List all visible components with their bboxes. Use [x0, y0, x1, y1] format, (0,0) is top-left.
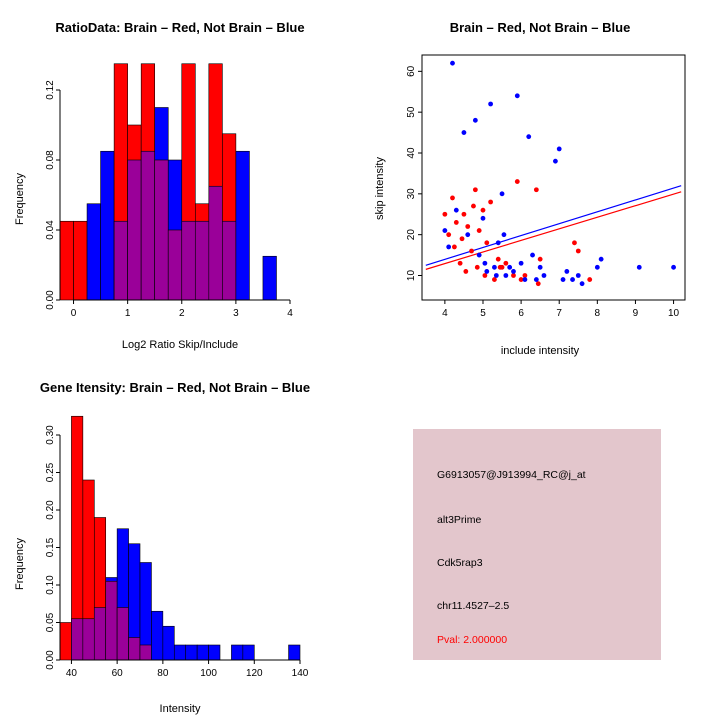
- scatter-point: [576, 249, 581, 254]
- info-box-lines: [413, 429, 661, 660]
- scatter-point: [561, 277, 566, 282]
- scatter-point: [515, 93, 520, 98]
- scatter-point: [507, 265, 512, 270]
- histogram-bar: [186, 645, 197, 660]
- scatter-point: [452, 245, 457, 250]
- panel-scatter-ylabel: skip intensity: [374, 157, 386, 220]
- scatter-point: [580, 281, 585, 286]
- scatter-point: [496, 240, 501, 245]
- axis-tick-label: 80: [157, 668, 169, 679]
- axis-tick-label: 10: [668, 308, 680, 319]
- trend-line: [426, 186, 681, 266]
- panel-scatter-xlabel: include intensity: [500, 345, 580, 357]
- scatter-point: [534, 187, 539, 192]
- scatter-point: [454, 208, 459, 213]
- scatter-point: [450, 196, 455, 201]
- histogram-bar: [74, 221, 88, 300]
- scatter-point: [671, 265, 676, 270]
- histogram-bar: [163, 626, 174, 660]
- histogram-bar: [209, 645, 220, 660]
- scatter-point: [536, 281, 541, 286]
- scatter-point: [484, 240, 489, 245]
- axis-tick-label: 0.05: [45, 612, 56, 633]
- histogram-bar-overlap: [222, 221, 236, 300]
- scatter-point: [500, 191, 505, 196]
- scatter-point: [488, 102, 493, 107]
- panel-scatter: [360, 0, 720, 360]
- scatter-point: [570, 277, 575, 282]
- axis-tick-label: 60: [111, 668, 123, 679]
- info-line: alt3Prime: [437, 514, 482, 526]
- axis-tick-label: 50: [406, 106, 417, 118]
- scatter-point: [460, 236, 465, 241]
- scatter-point: [519, 261, 524, 266]
- axis-tick-label: 1: [124, 308, 131, 319]
- scatter-point: [500, 265, 505, 270]
- axis-tick-label: 10: [406, 269, 417, 282]
- histogram-bar: [101, 151, 115, 300]
- axis-tick-label: 30: [406, 188, 417, 200]
- histogram-bar-overlap: [195, 221, 209, 300]
- panel-ratio-title: RatioData: Brain – Red, Not Brain – Blue: [55, 20, 305, 35]
- panel-gene-histogram: [0, 360, 360, 720]
- scatter-point: [595, 265, 600, 270]
- scatter-point: [511, 269, 516, 274]
- scatter-point: [454, 220, 459, 225]
- axis-tick-label: 0.20: [45, 500, 56, 520]
- axis-tick-label: 0.00: [45, 290, 56, 310]
- panel-gene-title: Gene Itensity: Brain – Red, Not Brain – Blue: [39, 380, 311, 395]
- histogram-bar-overlap: [114, 221, 128, 300]
- axis-tick-label: 0.08: [45, 150, 56, 170]
- scatter-point: [502, 232, 507, 237]
- scatter-point: [538, 257, 543, 262]
- scatter-point: [488, 200, 493, 205]
- scatter-point: [523, 277, 528, 282]
- histogram-bar-overlap: [141, 151, 155, 300]
- axis-tick-label: 0: [70, 308, 77, 319]
- histogram-bar-overlap: [128, 160, 142, 300]
- axis-tick-label: 120: [245, 668, 263, 679]
- histogram-bars: [60, 64, 276, 300]
- plot-area: [45, 64, 293, 319]
- histogram-bar: [174, 645, 185, 660]
- histogram-bar-overlap: [117, 608, 128, 661]
- scatter-point: [511, 273, 516, 278]
- scatter-point: [482, 273, 487, 278]
- scatter-point: [442, 212, 447, 217]
- scatter-point: [503, 273, 508, 278]
- scatter-point: [492, 277, 497, 282]
- panel-ratio-xlabel: Log2 Ratio Skip/Include: [121, 339, 239, 351]
- scatter-point: [530, 253, 535, 258]
- histogram-bar-overlap: [182, 221, 196, 300]
- scatter-point: [482, 261, 487, 266]
- axis-tick-label: 0.04: [45, 220, 56, 240]
- plot-area: [45, 416, 309, 679]
- axis-tick-label: 8: [594, 308, 601, 319]
- scatter-point: [446, 232, 451, 237]
- scatter-point: [475, 265, 480, 270]
- axis-tick-label: 0.15: [45, 537, 56, 558]
- histogram-bar: [60, 623, 71, 661]
- scatter-point: [526, 134, 531, 139]
- scatter-point: [465, 232, 470, 237]
- scatter-point: [473, 187, 478, 192]
- scatter-point: [481, 208, 486, 213]
- scatter-point: [553, 159, 558, 164]
- axis-tick-label: 4: [442, 308, 448, 319]
- info-line: Cdk5rap3: [437, 557, 483, 569]
- axis-tick-label: 0.12: [45, 80, 56, 100]
- histogram-bar: [87, 204, 101, 300]
- histogram-bars: [60, 416, 300, 660]
- scatter-point: [496, 257, 501, 262]
- histogram-bar-overlap: [71, 619, 82, 660]
- scatter-point: [473, 118, 478, 123]
- histogram-bar: [231, 645, 242, 660]
- histogram-bar: [236, 151, 250, 300]
- scatter-point: [492, 265, 497, 270]
- scatter-point: [463, 269, 468, 274]
- histogram-bar: [197, 645, 208, 660]
- histogram-bar-overlap: [94, 608, 105, 661]
- histogram-bar: [289, 645, 300, 660]
- scatter-point: [572, 240, 577, 245]
- histogram-bar-overlap: [129, 638, 140, 661]
- scatter-point: [442, 228, 447, 233]
- axis-tick-label: 2: [178, 308, 185, 319]
- scatter-point: [469, 249, 474, 254]
- axis-tick-label: 40: [406, 147, 417, 159]
- histogram-bar-overlap: [155, 160, 169, 300]
- scatter-point: [515, 179, 520, 184]
- info-box: [413, 429, 661, 660]
- histogram-bar: [243, 645, 254, 660]
- panel-gene-xlabel: Intensity: [159, 703, 201, 715]
- histogram-bar-overlap: [209, 186, 223, 300]
- scatter-point: [446, 245, 451, 250]
- scatter-point: [538, 265, 543, 270]
- scatter-point: [481, 216, 486, 221]
- axis-tick-label: 3: [233, 308, 239, 319]
- scatter-point: [557, 147, 562, 152]
- scatter-point: [587, 277, 592, 282]
- histogram-bar: [151, 611, 162, 660]
- histogram-bar-overlap: [140, 645, 151, 660]
- scatter-point: [523, 273, 528, 278]
- scatter-point: [450, 61, 455, 66]
- scatter-point: [542, 273, 547, 278]
- scatter-point: [462, 212, 467, 217]
- axis-tick-label: 100: [200, 668, 217, 679]
- axis-tick-label: 4: [287, 308, 293, 319]
- plot-area: [406, 55, 685, 319]
- scatter-point: [599, 257, 604, 262]
- histogram-bar-overlap: [106, 581, 117, 660]
- scatter-point: [494, 273, 499, 278]
- scatter-point: [484, 269, 489, 274]
- axis-tick-label: 0.00: [45, 650, 56, 670]
- ratio-histogram-plot: [0, 0, 360, 360]
- scatter-point: [471, 204, 476, 209]
- axis-tick-label: 0.30: [45, 425, 56, 445]
- axis-tick-label: 7: [556, 308, 562, 319]
- axis-tick-label: 0.25: [45, 462, 56, 483]
- scatter-point: [534, 277, 539, 282]
- panel-ratio-histogram: [0, 0, 360, 360]
- axis-tick-label: 40: [65, 668, 77, 679]
- histogram-bar: [60, 221, 74, 300]
- histogram-bar-overlap: [83, 619, 94, 660]
- scatter-point: [462, 130, 467, 135]
- info-line: Pval: 2.000000: [437, 634, 508, 646]
- scatter-point: [477, 228, 482, 233]
- trend-line: [426, 192, 681, 270]
- axis-tick-label: 9: [632, 308, 639, 319]
- scatter-plot: [360, 0, 720, 360]
- axis-tick-label: 0.10: [45, 575, 56, 595]
- scatter-point: [576, 273, 581, 278]
- gene-histogram-plot: [0, 360, 360, 720]
- panel-ratio-ylabel: Frequency: [14, 173, 26, 225]
- axis-tick-label: 20: [406, 229, 417, 241]
- axis-tick-label: 6: [518, 308, 524, 319]
- panel-gene-ylabel: Frequency: [14, 538, 26, 590]
- scatter-point: [458, 261, 463, 266]
- info-line: G6913057@J913994_RC@j_at: [437, 469, 586, 481]
- scatter-point: [477, 253, 482, 258]
- axis-tick-label: 5: [480, 308, 486, 319]
- axis-tick-label: 140: [291, 668, 309, 679]
- scatter-point: [564, 269, 569, 274]
- axis-tick-label: 60: [406, 65, 417, 77]
- histogram-bar-overlap: [168, 230, 182, 300]
- panel-scatter-title: Brain – Red, Not Brain – Blue: [449, 20, 631, 35]
- scatter-point: [637, 265, 642, 270]
- info-line: chr11.4527–2.5: [437, 600, 510, 612]
- scatter-point: [503, 261, 508, 266]
- scatter-point: [465, 224, 470, 229]
- histogram-bar: [263, 256, 277, 300]
